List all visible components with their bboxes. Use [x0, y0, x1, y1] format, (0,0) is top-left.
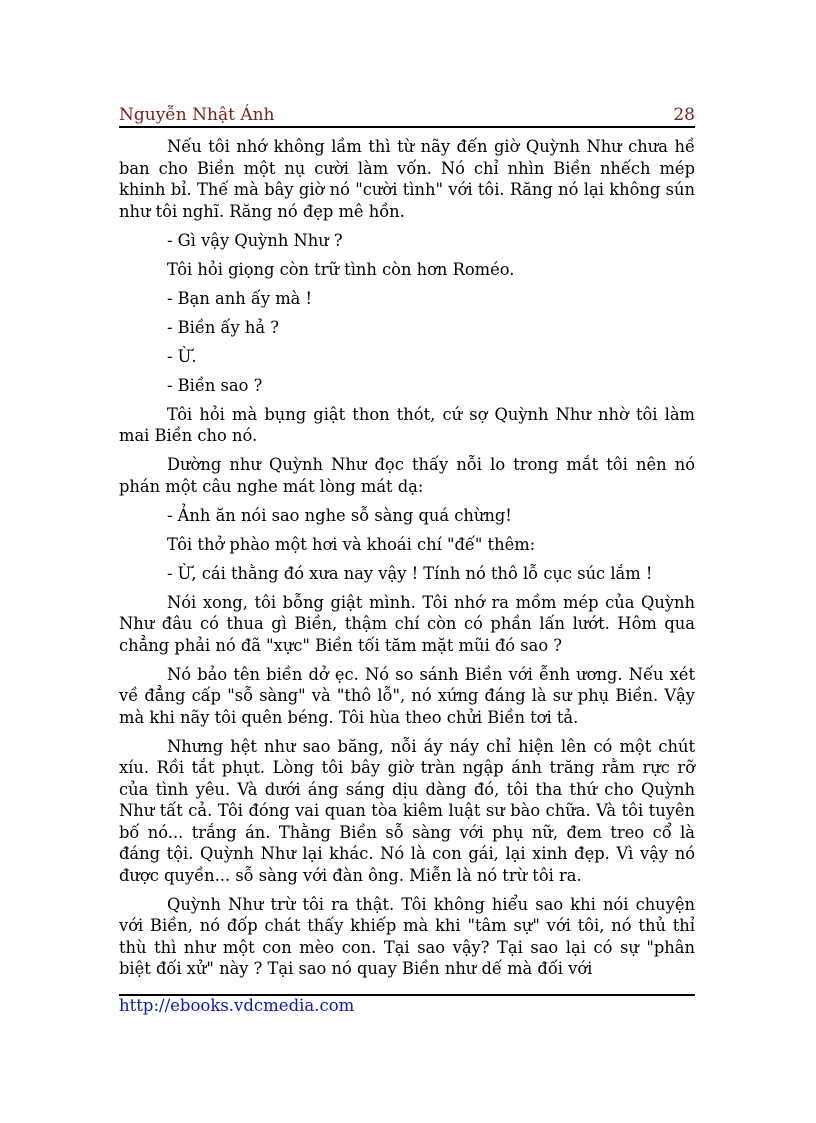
dialogue-line: - Ừ, cái thằng đó xưa nay vậy ! Tính nó thô lỗ cục súc lắm !	[167, 563, 653, 583]
page-header	[119, 100, 695, 125]
dialogue-line: - Ừ.	[167, 346, 197, 366]
dialogue-line: - Biền sao ?	[167, 375, 263, 395]
paragraph: Quỳnh Như trừ tôi ra thật. Tôi không hiểu sao khi nói chuyện với Biền, nó đốp chát thấy khiếp mà khi "tâm sự" với tôi, nó thủ thỉ thù thì như một con mèo con. Tại sao vậy? Tại sao lại có sự "phân biệt đối xử" này ? Tại sao nó quay Biền như dế mà đối với	[119, 894, 695, 978]
dialogue-line: - Gì vậy Quỳnh Như ?	[167, 230, 343, 250]
dialogue-line: - Ảnh ăn nói sao nghe sỗ sàng quá chừng!	[167, 505, 512, 525]
paragraph: Nếu tôi nhớ không lầm thì từ nãy đến giờ Quỳnh Như chưa hề ban cho Biền một nụ cười làm vốn. Nó chỉ nhìn Biền nhếch mép khinh bỉ. Thế mà bây giờ nó "cười tình" với tôi. Răng nó lại không sún như tôi nghĩ. Răng nó đẹp mê hồn.	[119, 137, 695, 221]
author-name: Nguyễn Nhật Ánh	[119, 105, 275, 125]
dialogue-line: Tôi hỏi giọng còn trữ tình còn hơn Roméo.	[167, 259, 515, 279]
dialogue-line: - Biền ấy hả ?	[167, 317, 279, 337]
paragraph: Nhưng hệt như sao băng, nỗi áy náy chỉ hiện lên có một chút xíu. Rồi tắt phụt. Lòng tôi bây giờ tràn ngập ánh trăng rằm rực rỡ của tình yêu. Và dưới áng sáng dịu dàng đó, tôi tha thứ cho Quỳnh Như tất cả. Tôi đóng vai quan tòa kiêm luật sư bào chữa. Và tôi tuyên bố nó... trắng án. Thằng Biền sỗ sàng với phụ nữ, đem treo cổ là đáng tội. Quỳnh Như lại khác. Nó là con gái, lại xinh đẹp. Vì vậy nó được quyền... sỗ sàng với đàn ông. Miễn là nó trừ tôi ra.	[119, 736, 695, 885]
paragraph: Nói xong, tôi bỗng giật mình. Tôi nhớ ra mồm mép của Quỳnh Như đâu có thua gì Biền, thậm chí còn có phần lấn lướt. Hôm qua chẳng phải nó đã "xực" Biền tối tăm mặt mũi đó sao ?	[119, 592, 695, 655]
page-body	[119, 136, 695, 987]
dialogue-line: - Bạn anh ấy mà !	[167, 288, 313, 308]
dialogue-line: Tôi thở phào một hơi và khoái chí "đế" thêm:	[167, 534, 536, 554]
header-rule	[119, 126, 695, 128]
paragraph: Nó bảo tên biền dở ẹc. Nó so sánh Biền với ễnh ương. Nếu xét về đẳng cấp "sỗ sàng" và "thô lỗ", nó xứng đáng là sư phụ Biền. Vậy mà khi nãy tôi quên béng. Tôi hùa theo chửi Biền tơi tả.	[119, 664, 695, 727]
footer-website-link[interactable]: http://ebooks.vdcmedia.com	[119, 996, 355, 1015]
page-number: 28	[673, 105, 695, 125]
paragraph: Tôi hỏi mà bụng giật thon thót, cứ sợ Quỳnh Như nhờ tôi làm mai Biền cho nó.	[119, 404, 695, 445]
paragraph: Dường như Quỳnh Như đọc thấy nỗi lo trong mắt tôi nên nó phán một câu nghe mát lòng mát dạ:	[119, 455, 695, 496]
